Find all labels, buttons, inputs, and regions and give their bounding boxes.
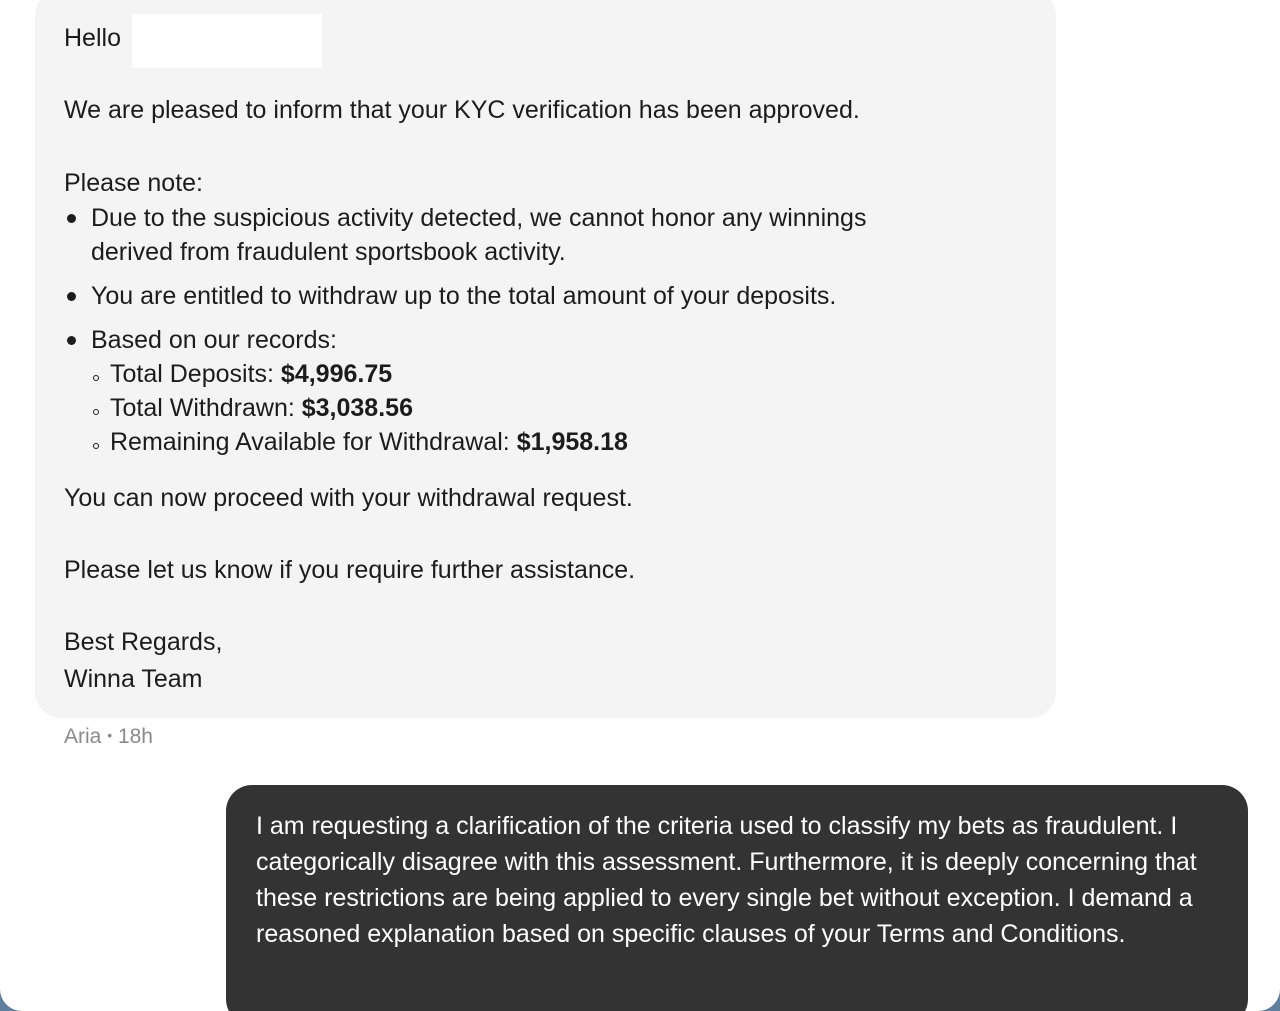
regards-text: Best Regards, xyxy=(64,628,223,656)
record-label: Remaining Available for Withdrawal: xyxy=(110,428,517,456)
outgoing-message-bubble xyxy=(226,785,1248,1011)
bullet-dot-icon xyxy=(67,292,76,301)
assistance-text: Please let us know if you require further assistance. xyxy=(64,556,636,584)
approval-text: We are pleased to inform that your KYC verification has been approved. xyxy=(64,96,860,124)
bullet-dot-icon xyxy=(67,336,76,345)
record-total-withdrawn xyxy=(110,391,413,425)
proceed-text: You can now proceed with your withdrawal request. xyxy=(64,484,633,512)
record-label: Total Deposits: xyxy=(110,360,281,388)
record-value: $3,038.56 xyxy=(301,394,413,422)
message-meta xyxy=(64,722,153,753)
bullet-withdraw-limit: You are entitled to withdraw up to the total amount of your deposits. xyxy=(91,282,837,310)
sub-bullet-circle-icon xyxy=(93,375,99,381)
greeting-text: Hello xyxy=(64,24,121,52)
sub-bullet-circle-icon xyxy=(93,409,99,415)
bullet-suspicious-line2: derived from fraudulent sportsbook activity. xyxy=(91,238,566,266)
record-value: $1,958.18 xyxy=(516,428,628,456)
record-remaining-available xyxy=(110,425,628,459)
bullet-suspicious-line1: Due to the suspicious activity detected, we cannot honor any winnings xyxy=(91,204,867,232)
record-total-deposits xyxy=(110,357,392,391)
outgoing-message-text: I am requesting a clarification of the criteria used to classify my bets as fraudulent. I categorically disagree with this assessment. Furthermore, it is deeply concerning that these restrictions are being applied to every single bet without exception. I demand a reasoned explanation based on specific clauses of your Terms and Conditions. xyxy=(256,812,1197,948)
sender-name: Aria xyxy=(64,725,102,748)
message-time: 18h xyxy=(117,725,153,748)
sub-bullet-circle-icon xyxy=(93,443,99,449)
bullet-records: Based on our records: xyxy=(91,326,337,354)
record-label: Total Withdrawn: xyxy=(110,394,302,422)
note-heading: Please note: xyxy=(64,169,203,197)
redacted-name-box xyxy=(132,14,322,68)
signature-text: Winna Team xyxy=(64,665,203,693)
record-value: $4,996.75 xyxy=(280,360,393,388)
bullet-dot-icon xyxy=(67,214,76,223)
meta-separator: • xyxy=(107,727,113,743)
